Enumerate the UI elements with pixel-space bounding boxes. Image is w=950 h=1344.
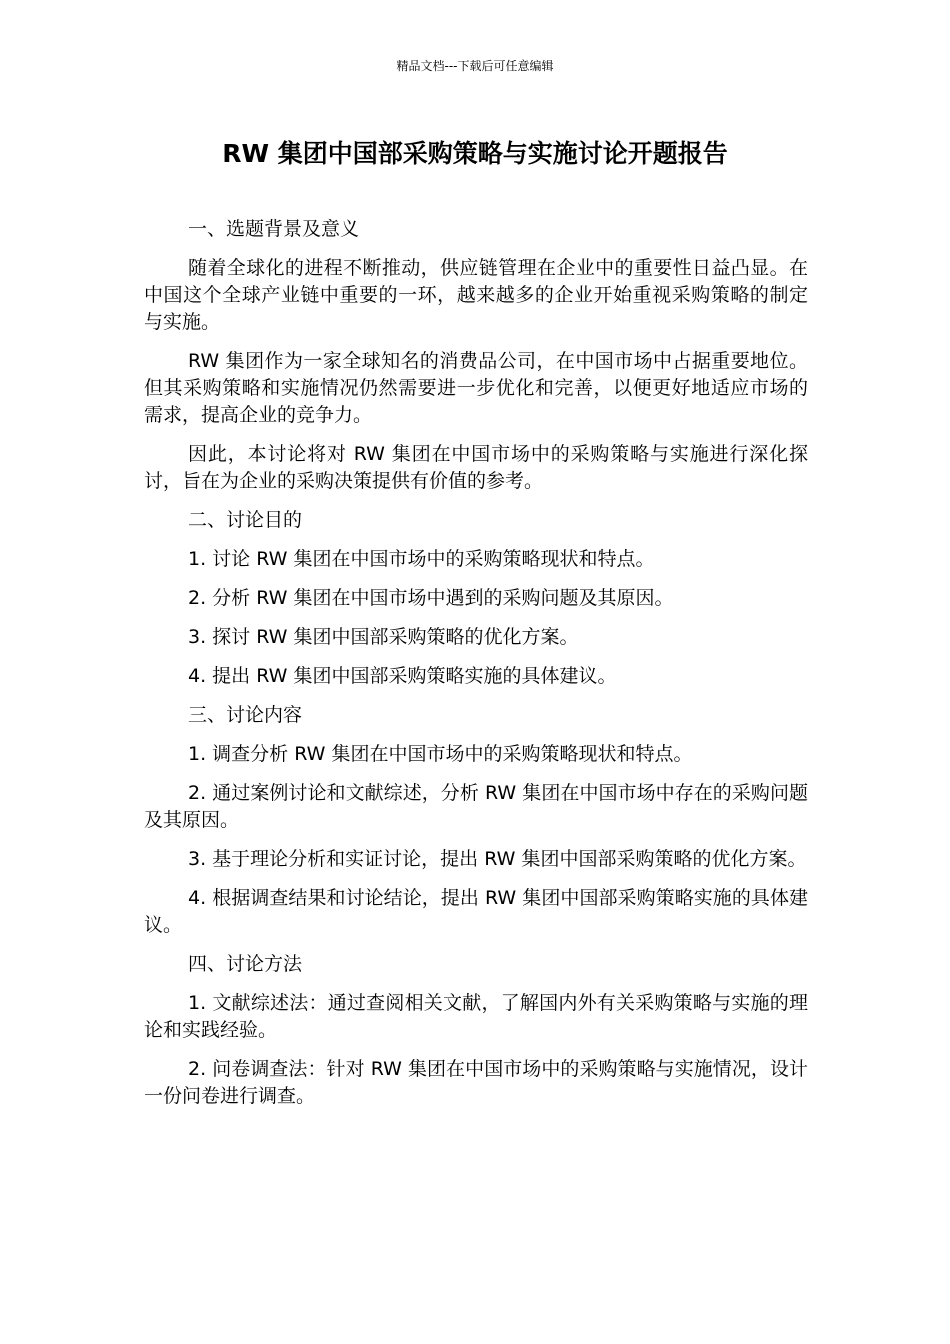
- section-heading-methods: 四、讨论方法: [188, 953, 303, 975]
- section-heading-background: 一、选题背景及意义: [188, 218, 360, 240]
- content-item-1: 1. 调查分析 RW 集团在中国市场中的采购策略现状和特点。: [188, 743, 693, 765]
- content-item-2: 2. 通过案例讨论和文献综述，分析 RW 集团在中国市场中存在的采购问题及其原因。: [144, 782, 808, 831]
- purpose-item-4: 4. 提出 RW 集团中国部采购策略实施的具体建议。: [188, 665, 617, 687]
- paragraph-background-2: RW 集团作为一家全球知名的消费品公司，在中国市场中占据重要地位。但其采购策略和实施情况仍然需要进一步优化和完善，以便更好地适应市场的需求，提高企业的竞争力。: [144, 350, 808, 426]
- content-item-4: 4. 根据调查结果和讨论结论，提出 RW 集团中国部采购策略实施的具体建议。: [144, 887, 808, 936]
- paragraph-background-1: 随着全球化的进程不断推动，供应链管理在企业中的重要性日益凸显。在中国这个全球产业链中重要的一环，越来越多的企业开始重视采购策略的制定与实施。: [144, 257, 808, 333]
- section-heading-purpose: 二、讨论目的: [188, 509, 303, 531]
- purpose-item-3: 3. 探讨 RW 集团中国部采购策略的优化方案。: [188, 626, 579, 648]
- document-title: RW 集团中国部采购策略与实施讨论开题报告: [222, 139, 728, 168]
- header-note: 精品文档---下载后可任意编辑: [396, 59, 554, 73]
- content-item-3: 3. 基于理论分析和实证讨论，提出 RW 集团中国部采购策略的优化方案。: [188, 848, 807, 870]
- method-item-2: 2. 问卷调查法：针对 RW 集团在中国市场中的采购策略与实施情况，设计一份问卷进行调查。: [144, 1058, 808, 1107]
- purpose-item-2: 2. 分析 RW 集团在中国市场中遇到的采购问题及其原因。: [188, 587, 674, 609]
- purpose-item-1: 1. 讨论 RW 集团在中国市场中的采购策略现状和特点。: [188, 548, 655, 570]
- paragraph-background-3: 因此，本讨论将对 RW 集团在中国市场中的采购策略与实施进行深化探讨，旨在为企业的采购决策提供有价值的参考。: [144, 443, 808, 492]
- section-heading-content: 三、讨论内容: [188, 704, 303, 726]
- method-item-1: 1. 文献综述法：通过查阅相关文献，了解国内外有关采购策略与实施的理论和实践经验。: [144, 992, 808, 1041]
- document-body: [144, 216, 808, 1122]
